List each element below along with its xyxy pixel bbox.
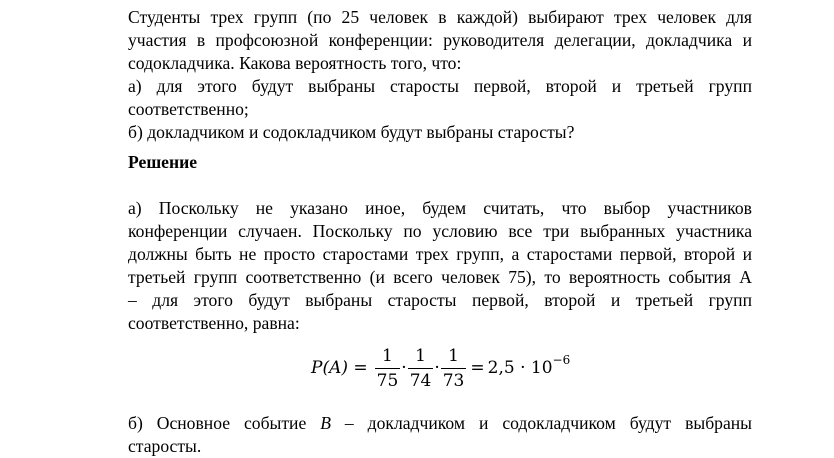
problem-line-2: участия в профсоюзной конференции: руководителя делегации, докладчика и bbox=[128, 30, 752, 50]
fraction-3-numerator: 1 bbox=[448, 345, 459, 366]
problem-line-5: соответственно; bbox=[128, 99, 249, 119]
problem-line-3: содокладчика. Какова вероятность того, что: bbox=[128, 53, 462, 73]
solution-part-b bbox=[128, 412, 752, 458]
part-b-line-2: старосты. bbox=[128, 436, 202, 456]
part-b-prefix: б) Основное событие bbox=[128, 413, 321, 433]
part-a-line-2: конференции случаен. Поскольку по условию все три выбранных участника bbox=[128, 221, 752, 241]
problem-statement bbox=[128, 6, 752, 144]
part-a-line-3: должны быть не просто старостами трех групп, а старостами первой, второй и bbox=[128, 244, 752, 264]
part-b-event-symbol: B bbox=[320, 413, 331, 433]
fraction-2-denominator: 74 bbox=[409, 370, 432, 391]
multiply-dot-2: · bbox=[434, 358, 440, 378]
solution-heading: Решение bbox=[128, 152, 198, 172]
formula-exponent: −6 bbox=[552, 353, 571, 367]
multiply-dot-1: · bbox=[401, 358, 407, 378]
part-a-line-1: а) Поскольку не указано иное, будем считать, что выбор участников bbox=[128, 198, 752, 218]
formula-result: 2,5 · 10 bbox=[487, 358, 553, 378]
solution-part-a bbox=[128, 197, 752, 335]
fraction-2 bbox=[408, 346, 434, 391]
formula-lhs: P(A) = bbox=[311, 358, 368, 378]
fraction-3 bbox=[441, 346, 467, 391]
fraction-3-denominator: 73 bbox=[442, 370, 465, 391]
part-b-suffix: – докладчиком и содокладчиком будут выбраны bbox=[330, 413, 752, 433]
part-b-line-1 bbox=[128, 412, 752, 435]
problem-line-6: б) докладчиком и содокладчиком будут выбраны старосты? bbox=[128, 122, 575, 142]
fraction-1-numerator: 1 bbox=[382, 345, 393, 366]
part-a-line-4: третьей групп соответственно (и всего человек 75), то вероятность события А bbox=[128, 267, 752, 287]
probability-formula bbox=[311, 340, 570, 396]
part-a-line-5: – для этого будут выбраны старосты первой, второй и третьей групп bbox=[128, 290, 752, 310]
problem-line-1: Студенты трех групп (по 25 человек в каждой) выбирают трех человек для bbox=[128, 7, 752, 27]
part-a-line-6: соответственно, равна: bbox=[128, 313, 300, 333]
fraction-1 bbox=[375, 346, 401, 391]
problem-line-4: а) для этого будут выбраны старосты первой, второй и третьей групп bbox=[128, 76, 752, 96]
fraction-2-numerator: 1 bbox=[415, 345, 426, 366]
fraction-1-denominator: 75 bbox=[376, 370, 399, 391]
equals-sign: = bbox=[470, 358, 485, 378]
